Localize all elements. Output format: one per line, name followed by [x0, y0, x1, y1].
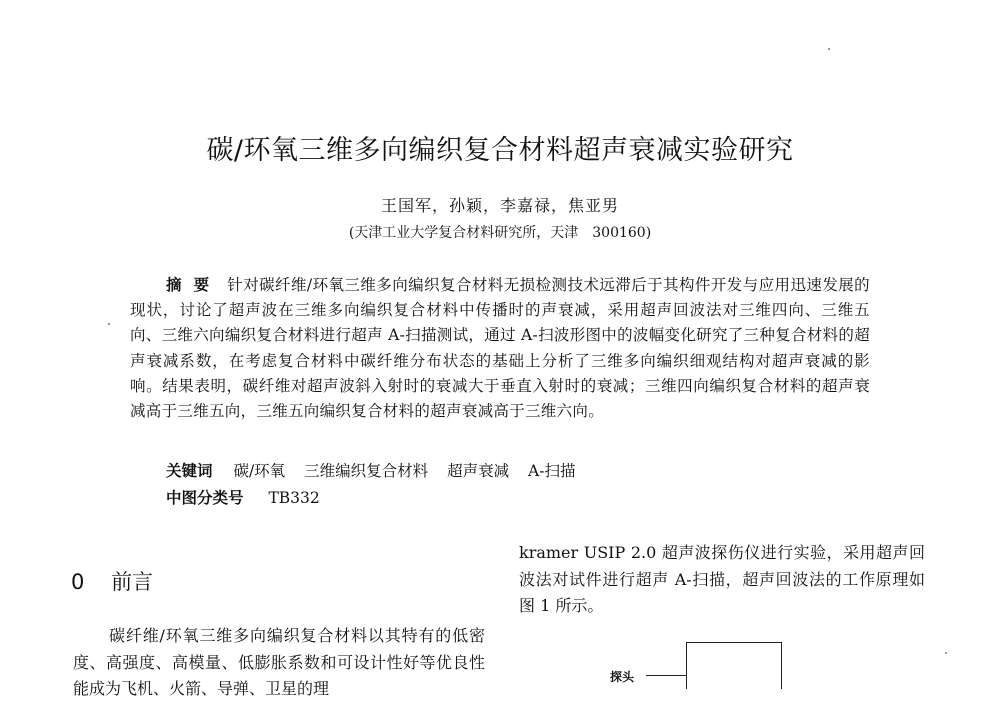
- body-text-left-column: 碳纤维/环氧三维多向编织复合材料以其特有的低密度、高强度、高模量、低膨胀系数和可设计性好等优良性能成为飞机、火箭、导弹、卫星的理: [73, 626, 485, 698]
- abstract-label: 摘要: [166, 275, 222, 294]
- paper-title: 碳/环氧三维多向编织复合材料超声衰减实验研究: [206, 135, 794, 166]
- keywords-label: 关键词: [166, 461, 213, 480]
- probe-leader-line: [646, 675, 686, 676]
- author-list: 王国军，孙颖，李嘉禄，焦亚男: [380, 196, 619, 215]
- section-heading: [71, 566, 153, 596]
- classification-code: TB332: [268, 489, 320, 507]
- abstract-text: 针对碳纤维/环氧三维多向编织复合材料无损检测技术远滞后于其构件开发与应用迅速发展的现状，讨论了超声波在三维多向编织复合材料中传播时的声衰减，采用超声回波法对三维四向、三维五向、三维六向编织复合材料进行超声 A-扫描测试，通过 A-扫波形图中的波幅变化研究了三种复合材料的超声衰减系数，在考虑复合材料中碳纤维分布状态的基础上分析了三维多向编织细观结构对超声衰减的影响。结果表明，碳纤维对超声波斜入射时的衰减大于垂直入射时的衰减；三维四向编织复合材料的超声衰减高于三维五向，三维五向编织复合材料的超声衰减高于三维六向。: [130, 276, 870, 421]
- section-number: 0: [71, 570, 85, 594]
- probe-label: 探头: [610, 670, 635, 684]
- body-text-right-column: kramer USIP 2.0 超声波探伤仪进行实验，采用超声回波法对试件进行超声 A-扫描，超声回波法的工作原理如图 1 所示。: [519, 543, 925, 615]
- keyword-item: 超声衰减: [447, 462, 510, 480]
- classification-label: 中图分类号: [166, 488, 244, 507]
- keyword-item: A-扫描: [528, 462, 576, 480]
- keywords-line: [166, 459, 589, 481]
- scan-speck: [828, 48, 830, 50]
- keyword-item: 碳/环氧: [233, 462, 286, 480]
- scan-speck: [945, 652, 947, 654]
- figure-1-diagram: [610, 638, 790, 688]
- specimen-box: [686, 642, 782, 689]
- affiliation: (天津工业大学复合材料研究所，天津 300160): [348, 225, 652, 241]
- classification-line: [166, 486, 320, 508]
- section-title: 前言: [111, 570, 154, 594]
- scan-speck: [108, 323, 110, 325]
- abstract-block: [130, 272, 870, 424]
- keyword-item: 三维编织复合材料: [304, 462, 429, 480]
